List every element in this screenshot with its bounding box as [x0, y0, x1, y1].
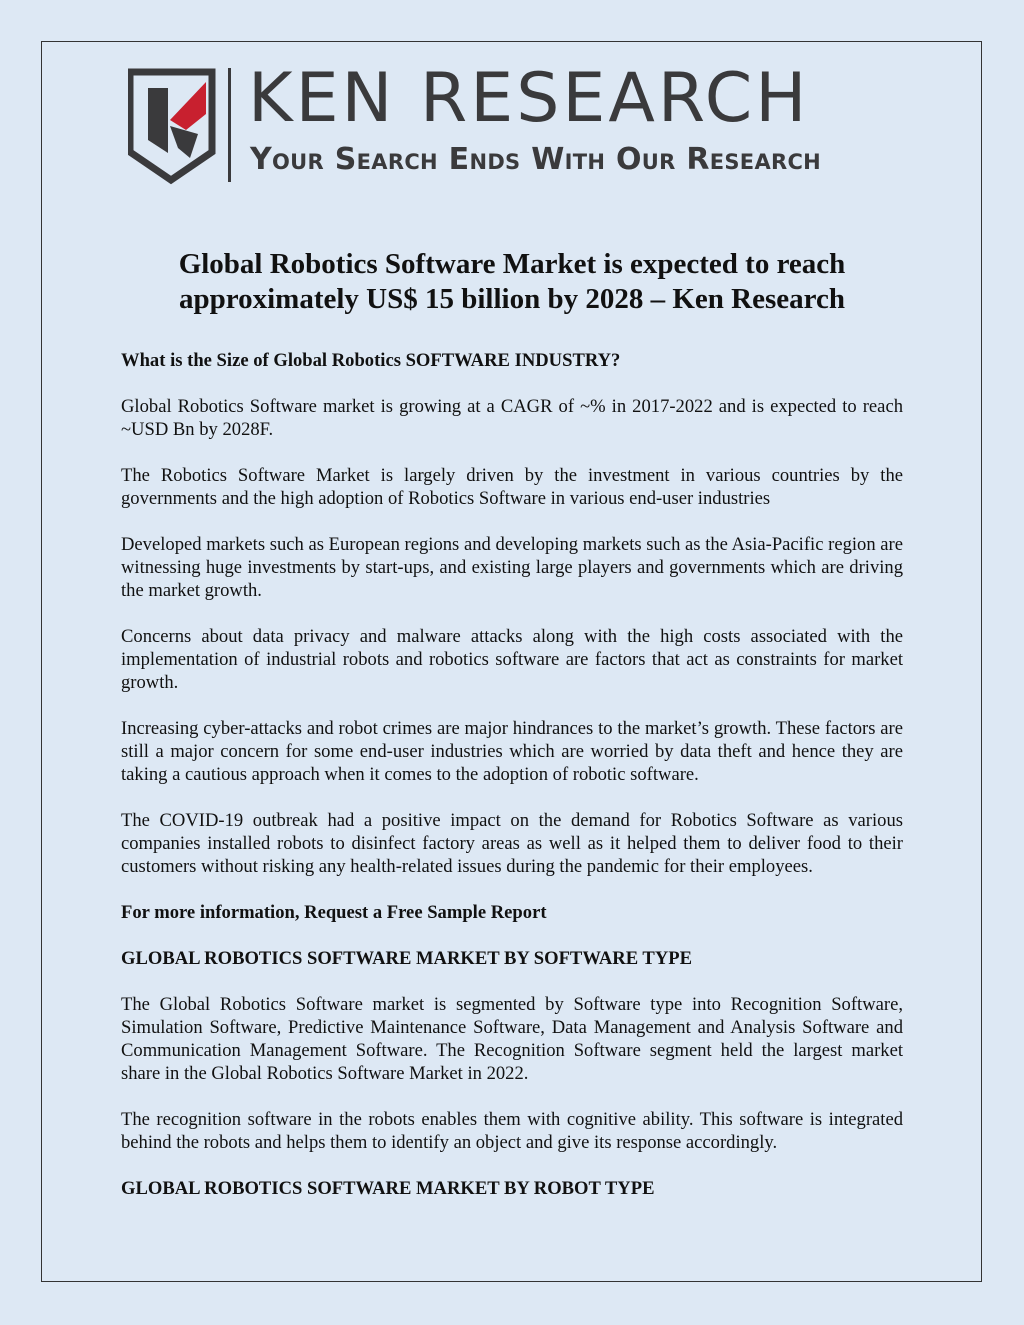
- paragraph-cyber-attacks: Increasing cyber-attacks and robot crimes are major hindrances to the market’s growth. These factors are still a major concern for some end-user industries which are worried by data theft and hence they are taking a cautious approach when it comes to the adoption of robotic software.: [121, 718, 903, 785]
- paragraph-covid-impact: The COVID-19 outbreak had a positive impact on the demand for Robotics Software as various companies installed robots to disinfect factory areas as well as it helped them to deliver food to their customers without risking any health-related issues during the pandemic for their employees.: [121, 810, 903, 877]
- logo-tagline: Your Search Ends With Our Research: [250, 142, 822, 177]
- request-sample-link[interactable]: For more information, Request a Free Sample Report: [121, 902, 547, 923]
- document-page: [41, 41, 982, 1282]
- article-title: Global Robotics Software Market is expected to reach approximately US$ 15 billion by 2028 – Ken Research: [178, 248, 846, 315]
- article-content: [121, 247, 903, 1223]
- paragraph-market-drivers: The Robotics Software Market is largely driven by the investment in various countries by the governments and the high adoption of Robotics Software in various end-user industries: [121, 465, 903, 509]
- logo-divider: [228, 68, 231, 182]
- section-heading-robot-type: GLOBAL ROBOTICS SOFTWARE MARKET BY ROBOT TYPE: [121, 1178, 655, 1199]
- paragraph-market-growth: Global Robotics Software market is growing at a CAGR of ~% in 2017-2022 and is expected to reach ~USD Bn by 2028F.: [121, 396, 903, 440]
- ken-research-shield-icon: [128, 68, 220, 186]
- paragraph-recognition-software: The recognition software in the robots enables them with cognitive ability. This software is integrated behind the robots and helps them to identify an object and give its response accordingly.: [121, 1109, 903, 1153]
- section-heading-size: What is the Size of Global Robotics SOFTWARE INDUSTRY?: [121, 350, 621, 371]
- ken-research-logo: [128, 59, 903, 186]
- paragraph-constraints: Concerns about data privacy and malware attacks along with the high costs associated with the implementation of industrial robots and robotics software are factors that act as constraints for market growth.: [121, 626, 903, 693]
- paragraph-software-segments: The Global Robotics Software market is segmented by Software type into Recognition Software, Simulation Software, Predictive Maintenance Software, Data Management and Analysis Software and Communication Management Software. The Recognition Software segment held the largest market share in the Global Robotics Software Market in 2022.: [121, 994, 903, 1084]
- logo-brand-name: KEN RESEARCH: [248, 59, 810, 138]
- paragraph-regional-investment: Developed markets such as European regions and developing markets such as the Asia-Pacific region are witnessing huge investments by start-ups, and existing large players and governments which are driving the market growth.: [121, 534, 903, 601]
- section-heading-software-type: GLOBAL ROBOTICS SOFTWARE MARKET BY SOFTWARE TYPE: [121, 948, 693, 969]
